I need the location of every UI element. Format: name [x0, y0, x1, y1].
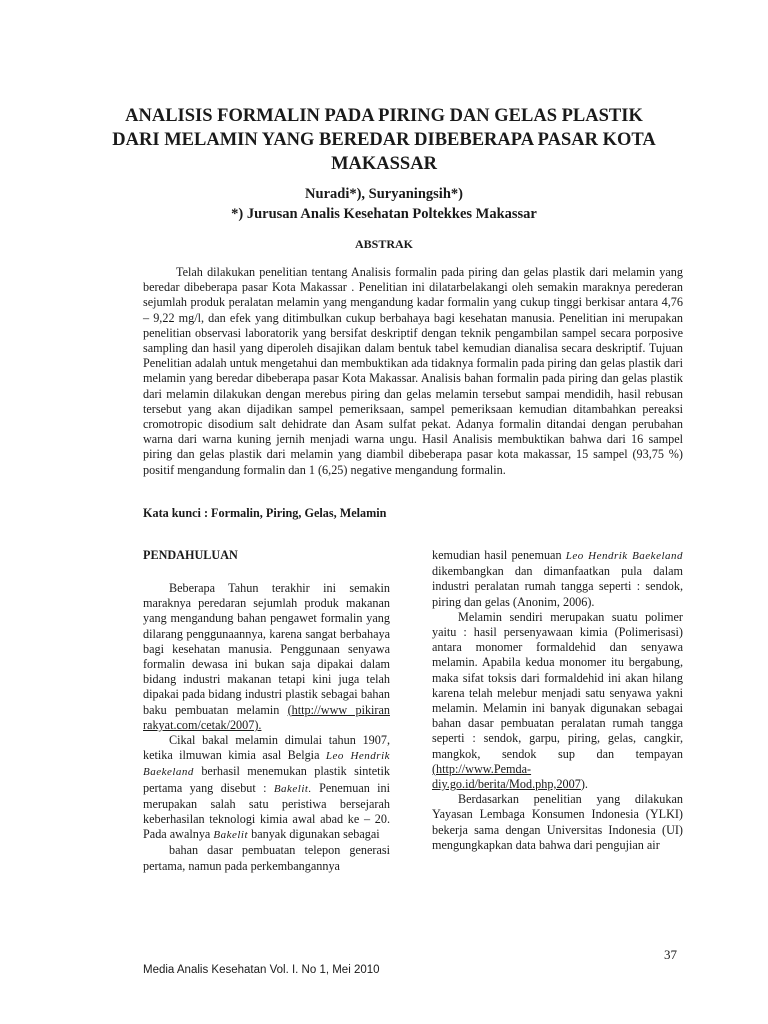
intro-p2-text-d: banyak digunakan sebagai — [251, 827, 380, 842]
left-column — [143, 547, 390, 874]
pikiran-rakyat-link[interactable]: (http://www pikiran rakyat.com/cetak/2007). — [143, 702, 390, 732]
abstract-heading: ABSTRAK — [354, 237, 413, 251]
intro-p2-text-b: berhasil menemukan plastik sintetik pertama yang disebut : — [143, 764, 391, 795]
abstract-body: Telah dilakukan penelitian tentang Analisis formalin pada piring dan gelas plastik dari melamin yang beredar dibeberapa pasar Kota Makassar . Penelitian ini dilatarbelakangi oleh semakin maraknya perederan sejumlah produk peralatan melamin yang mengandung kadar formalin yang cukup tinggi berkisar antara 4,76 – 9,22 mg/l, dan efek yang ditimbulkan cukup berbahaya bagi kesehatan manusia. Penelitian ini merupakan penelitian observasi laboratorik yang bersifat deskriptif dengan teknik pengambilan sampel secara porposive sampling dan hasil yang diperoleh disajikan dalam bentuk tabel kemudian dianalisa secara deskriptif. Tujuan Penelitian adalah untuk mengetahui dan membuktikan ada tidaknya formalin pada piring dan gelas plastik dari melamin yang beredar dibeberapa pasar Kota Makassar. Analisis bahan formalin pada piring dan gelas plastik dari melamin dilakukan dengan merebus piring dan gelas melamin tersebut sampai mendidih, hasil rebusan tersebut yang akan dijadikan sampel pemeriksaan, sampel pemeriksaan kemudian ditambahkan pereaksi cromotropic disodium salt dehidrate dan Asam sulfat pekat. Adanya formalin ditandai dengan perubahan warna dari warna kuning jernih menjadi warna ungu. Hasil Analisis membuktikan bahwa dari 16 sampel piring dan gelas plastik dari melamin yang diambil dibeberapa pasar kota makassar, 15 sampel (93,75 %) positif mengandung formalin dan 1 (6,25) negative mengandung formalin. — [143, 265, 683, 477]
baekeland-name-2: Leo Hendrik Baekeland — [565, 550, 684, 562]
intro-paragraph-3: bahan dasar pembuatan telepon generasi pertama, namun pada perkembangannya — [143, 843, 390, 873]
intro-paragraph-2 — [143, 733, 390, 843]
paper-affiliation: *) Jurusan Analis Kesehatan Poltekkes Makassar — [231, 206, 537, 222]
baekeland-name: Leo Hendrik Baekeland — [143, 750, 391, 779]
intro-p2-text-c: Penemuan ini merupakan salah satu peristiwa bersejarah keberhasilan teknologi kimia awal abad ke – 20. Pada awalnya — [143, 780, 391, 842]
journal-footer: Media Analis Kesehatan Vol. I. No 1, Mei 2010 — [143, 964, 380, 976]
intro-heading: PENDAHULUAN — [143, 548, 238, 562]
intro-p2-text-a: Cikal bakal melamin dimulai tahun 1907, ketika ilmuwan kimia asal Belgia — [143, 733, 390, 763]
bakelit-term: Bakelit. — [273, 782, 312, 795]
paper-title: ANALISIS FORMALIN PADA PIRING DAN GELAS PLASTIK DARI MELAMIN YANG BEREDAR DIBEBERAPA PASAR KOTA MAKASSAR — [112, 106, 656, 174]
paper-authors: Nuradi*), Suryaningsih*) — [305, 186, 463, 202]
right-p2-text: Melamin sendiri merupakan suatu polimer yaitu : hasil persenyawaan kimia (Polimerisasi) antara monomer formaldehid dan senyawa melamin. Apabila kedua monomer itu bergabung, maka sifat toksis dari formaldehid ini akan hilang karena telah melebur menjadi satu senyawa yakni melamin. Melamin ini banyak digunakan sebagai bahan dasar pembuatan peralatan rumah tangga seperti : sendok, garpu, piring, gelas, cangkir, mangkok, sendok sup dan tempayan — [432, 609, 683, 761]
page-number: 37 — [664, 947, 677, 962]
right-p1-text-a: kemudian hasil penemuan — [432, 548, 562, 562]
intro-p1-text: Beberapa Tahun terakhir ini semakin maraknya peredaran sejumlah produk makanan yang mengandung bahan pengawet formalin yang dilarang penggunaannya, karena sangat berbahaya bagi kesehatan manusia. Penggunaan senyawa formalin dewasa ini bukan saja dipakai dalam bidang industri makanan tetapi kini juga telah dipakai pada bidang industri plastik sebagai bahan baku pembuatan melamin — [143, 581, 390, 717]
right-paragraph-2 — [432, 610, 683, 792]
pemda-diy-link[interactable]: (http://www.Pemda-diy.go.id/berita/Mod.php,2007 — [432, 761, 581, 792]
intro-paragraph-1 — [143, 581, 390, 733]
right-paragraph-1 — [432, 548, 683, 610]
keywords: Kata kunci : Formalin, Piring, Gelas, Melamin — [143, 506, 387, 520]
right-p2-end: ). — [580, 777, 588, 792]
right-column — [432, 548, 683, 853]
right-p1-text-b: dikembangkan dan dimanfaatkan pula dalam industri peralatan rumah tangga seperti : sendok, piring dan gelas (Anonim, 2006). — [432, 564, 683, 609]
bakelit-term-2: Bakelit — [213, 829, 249, 842]
right-paragraph-3: Berdasarkan penelitian yang dilakukan Yayasan Lembaga Konsumen Indonesia (YLKI) bekerja sama dengan Universitas Indonesia (UI) mengungkapkan data bahwa dari pengujian air — [432, 792, 683, 852]
